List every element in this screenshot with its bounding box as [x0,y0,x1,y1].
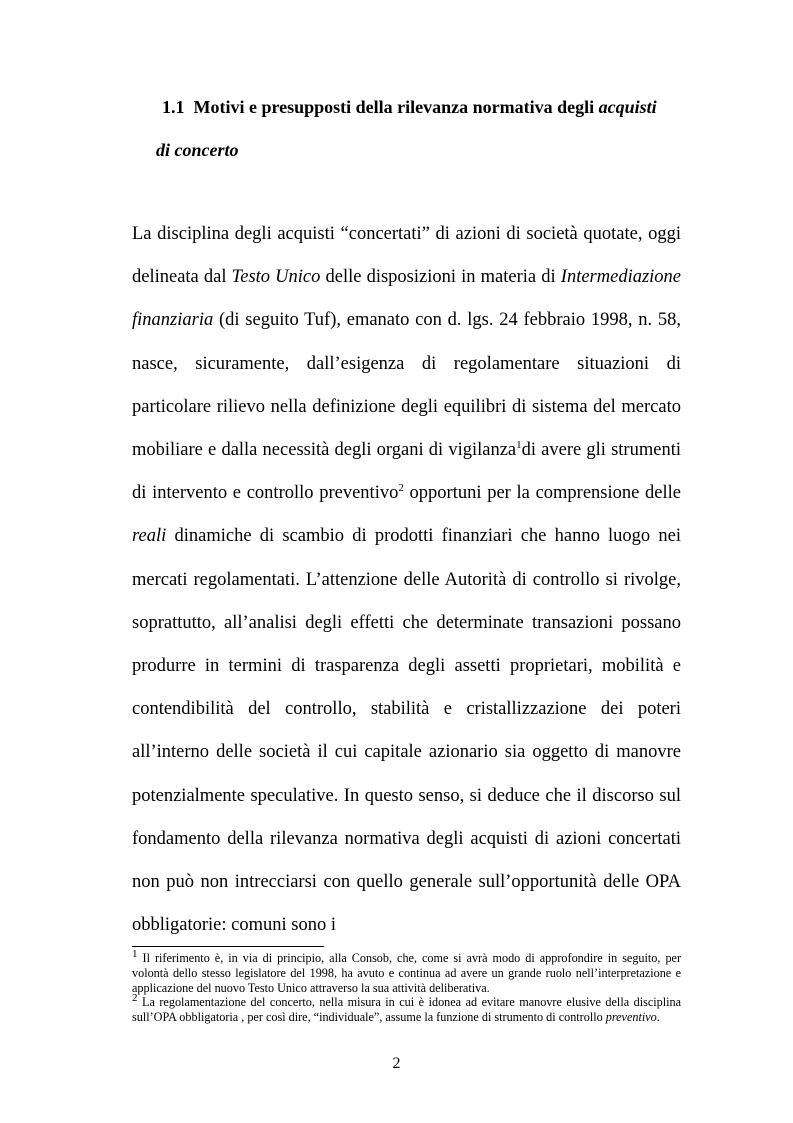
body-text-run: dinamiche di scambio di prodotti finanziari che hanno luogo nei mercati regolamentati. L’attenzione delle Autorità di controllo si rivolge, soprattutto, all’analisi degli effetti che determinate transazioni possano produrre in termini di trasparenza degli assetti proprietari, mobilità e contendibilità del controllo, stabilità e cristallizzazione dei poteri all’interno delle società il cui capitale azionario sia oggetto di manovre potenzialmente speculative. In questo senso, si deduce che il discorso sul fondamento della rilevanza normativa degli acquisti di azioni concertati non può non intrecciarsi con quello generale sull’opportunità delle OPA obbligatorie: comuni sono i [132,526,681,936]
footnote-1 [132,947,682,995]
footnote-2 [132,992,682,1025]
page-number: 2 [392,1055,401,1072]
body-italic-testo-unico: Testo Unico [231,267,321,288]
section-heading-line-2 [156,140,239,161]
body-text-run: (di seguito Tuf), emanato con d. lgs. 24 febbraio 1998, n. 58, nasce, sicuramente, dall’esigenza di regolamentare situazioni di particolare rilievo nella definizione degli equilibri di sistema del mercato mobiliare e dalla necessità degli organi di vigilanza [132,310,682,461]
section-title: Motivi e presupposti della rilevanza normativa degli [193,97,595,117]
footnote-1-text: Il riferimento è, in via di principio, alla Consob, che, come si avrà modo di approfondire in seguito, per volontà dello stesso legislatore del 1998, ha avuto e continua ad avere un grande ruolo nell’interpretazione e applicazione del nuovo Testo Unico attraverso la sua attività deliberativa. [132,951,682,995]
body-italic-reali: reali [132,526,167,547]
body-italic-intermediazione: Intermediazione finanziaria [132,267,682,331]
footnote-ref-2: 2 [398,482,404,495]
footnote-2-mark: 2 [132,992,138,1005]
section-title-italic: acquisti [598,97,657,117]
section-heading-line-1 [162,97,657,118]
footnote-2-text: La regolamentazione del concerto, nella misura in cui è idonea ad evitare manovre elusive della disciplina sull’OPA obbligatoria , per così dire, “individuale”, assume la funzione di strumento di controllo [132,995,682,1025]
body-text-run: delle disposizioni in materia di [325,267,556,288]
body-text-run: di avere gli strumenti di intervento e controllo preventivo [132,440,681,504]
footnote-ref-1: 1 [516,438,522,451]
section-title-italic-cont: di concerto [156,140,239,160]
body-text-run: opportuni per la comprensione delle [409,483,682,504]
footnote-2-italic: preventivo [605,1010,657,1025]
body-paragraph [132,213,681,947]
footnote-1-mark: 1 [132,947,138,960]
footnotes [132,947,682,1025]
footnote-2-end: . [656,1010,660,1025]
section-number: 1.1 [162,97,185,117]
footnote-separator [132,946,324,947]
body-text-run: La disciplina degli acquisti “concertati” di azioni di società quotate, oggi delineata dal [132,224,681,288]
